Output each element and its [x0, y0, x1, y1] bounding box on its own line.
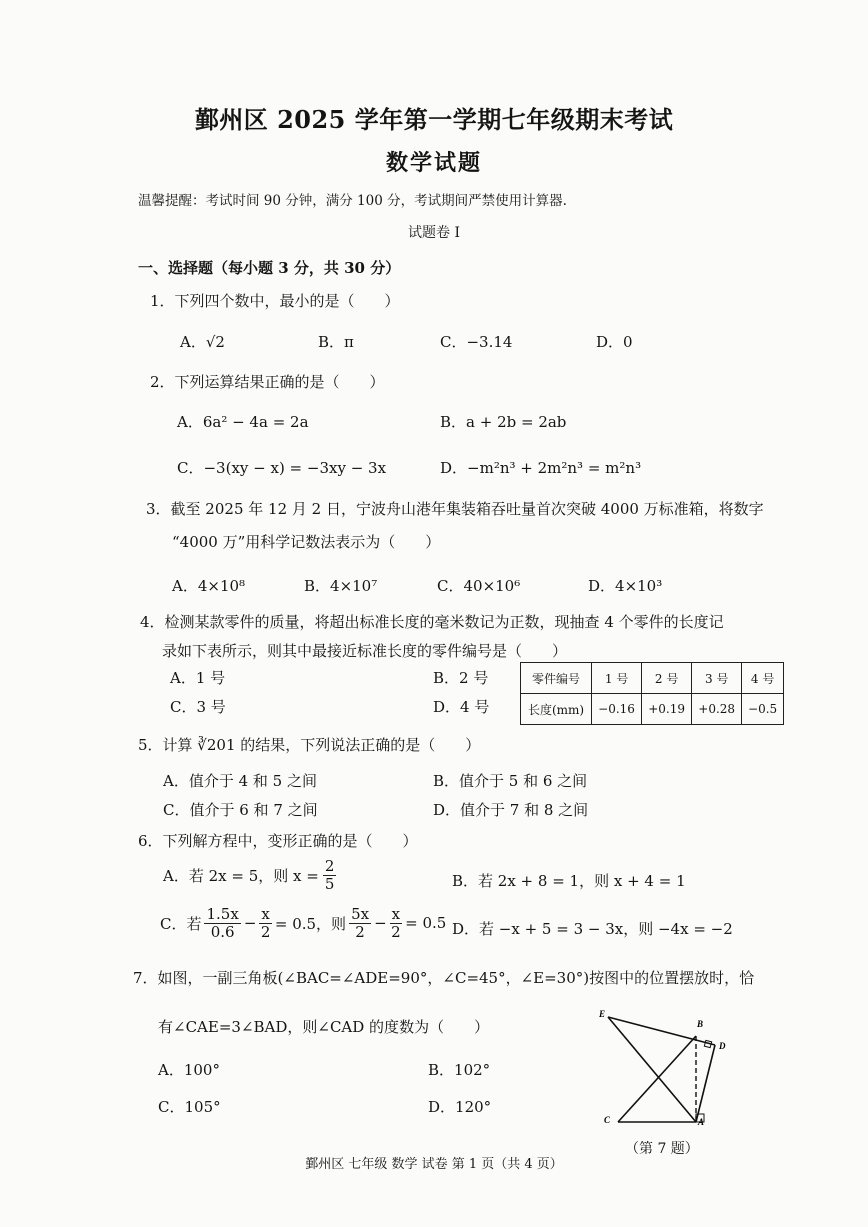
- q1-option-c: C．−3.14: [440, 333, 513, 351]
- label-B: B: [697, 1019, 704, 1029]
- fraction-denominator: 2: [391, 922, 401, 941]
- table-header-row: [521, 663, 784, 694]
- q5-option-a: A．值介于 4 和 5 之间: [163, 772, 317, 790]
- question-7-line1: 7．如图，一副三角板(∠BAC=∠ADE=90°，∠C=45°，∠E=30°)按图中的位置摆放时，恰: [133, 969, 755, 987]
- line-DA: [696, 1045, 715, 1122]
- table-header-cell: 1 号: [592, 663, 642, 694]
- length-table: [520, 662, 784, 725]
- table-header-cell: 2 号: [642, 663, 692, 694]
- q3-option-b: B．4×10⁷: [304, 577, 378, 595]
- q6-option-b: B．若 2x + 8 = 1，则 x + 4 = 1: [452, 872, 686, 890]
- fraction: [204, 906, 240, 940]
- exam-title: 鄞州区 2025 学年第一学期七年级期末考试: [194, 105, 674, 134]
- table-cell: +0.19: [642, 694, 692, 725]
- fraction: [323, 858, 337, 892]
- paper-label: 试题卷 Ⅰ: [408, 225, 460, 241]
- fraction-denominator: 0.6: [210, 922, 235, 941]
- label-E: E: [599, 1009, 606, 1019]
- exam-notice: 温馨提醒：考试时间 90 分钟，满分 100 分，考试期间严禁使用计算器.: [138, 193, 567, 209]
- question-1-stem: 1．下列四个数中，最小的是（ ）: [150, 292, 400, 310]
- label-A: A: [698, 1117, 705, 1127]
- q7-option-d: D．120°: [428, 1098, 492, 1116]
- q6-option-c-middle: = 0.5，则: [274, 914, 347, 933]
- q7-option-c: C．105°: [158, 1098, 221, 1116]
- question-4-line1: 4．检测某款零件的质量，将超出标准长度的毫米数记为正数，现抽查 4 个零件的长度记: [140, 613, 724, 631]
- q6-option-a: [163, 858, 336, 892]
- q1-option-d: D．0: [596, 333, 633, 351]
- question-7-line2: 有∠CAE=3∠BAD，则∠CAD 的度数为（ ）: [158, 1018, 490, 1036]
- table-cell: 长度(mm): [521, 694, 592, 725]
- line-EA: [608, 1017, 696, 1122]
- fraction-numerator: 2: [324, 857, 335, 875]
- fraction-denominator: 2: [355, 922, 365, 941]
- fraction-numerator: 1.5x: [206, 905, 239, 923]
- q2-option-c: C．−3(xy − x) = −3xy − 3x: [177, 459, 387, 477]
- label-D: D: [719, 1041, 726, 1051]
- q2-option-d: D．−m²n³ + 2m²n³ = m²n³: [440, 459, 642, 477]
- q1-option-a: A．√2: [180, 333, 225, 351]
- q7-option-b: B．102°: [428, 1061, 491, 1079]
- q4-option-c: C．3 号: [170, 698, 226, 716]
- fraction: [349, 906, 371, 940]
- q3-option-a: A．4×10⁸: [172, 577, 246, 595]
- q2-option-a: A．6a² − 4a = 2a: [177, 413, 309, 431]
- minus-sign: −: [374, 914, 387, 932]
- fraction-numerator: x: [261, 905, 270, 923]
- table-cell: −0.16: [592, 694, 642, 725]
- question-5-stem: 5．计算 ∛201 的结果，下列说法正确的是（ ）: [138, 736, 481, 754]
- question-4-line2: 录如下表所示，则其中最接近标准长度的零件编号是（ ）: [162, 642, 568, 660]
- q1-option-b: B．π: [318, 333, 354, 351]
- exam-subtitle: 数学试题: [385, 150, 482, 176]
- table-cell: +0.28: [692, 694, 742, 725]
- question-3-line2: “4000 万”用科学记数法表示为（ ）: [172, 533, 441, 551]
- q5-option-b: B．值介于 5 和 6 之间: [433, 772, 588, 790]
- table-cell: −0.5: [742, 694, 784, 725]
- fraction-denominator: 2: [260, 922, 271, 941]
- q2-option-b: B．a + 2b = 2ab: [440, 413, 567, 431]
- q6-option-a-text: A．若 2x = 5，则 x =: [163, 866, 319, 885]
- q4-option-d: D．4 号: [433, 698, 490, 716]
- minus-sign: −: [243, 914, 257, 932]
- q5-option-d: D．值介于 7 和 8 之间: [433, 801, 589, 819]
- q6-option-c-prefix: C．若: [160, 914, 202, 933]
- q6-option-c: [160, 906, 446, 940]
- fraction: [259, 906, 271, 940]
- q7-option-a: A．100°: [158, 1061, 220, 1079]
- q5-option-c: C．值介于 6 和 7 之间: [163, 801, 318, 819]
- table-row: [521, 694, 784, 725]
- question-3-line1: 3．截至 2025 年 12 月 2 日，宁波舟山港年集装箱吞吐量首次突破 4000 万标准箱，将数字: [146, 500, 764, 518]
- table-header-cell: 零件编号: [521, 663, 592, 694]
- q6-option-c-end: = 0.5: [405, 914, 447, 932]
- q4-option-a: A．1 号: [170, 669, 226, 687]
- fraction-numerator: x: [391, 905, 401, 923]
- q3-option-c: C．40×10⁶: [437, 577, 521, 595]
- q6-option-d: D．若 −x + 5 = 3 − 3x，则 −4x = −2: [452, 920, 733, 938]
- label-C: C: [604, 1115, 611, 1125]
- question-2-stem: 2．下列运算结果正确的是（ ）: [150, 373, 385, 391]
- section-heading: 一、选择题（每小题 3 分，共 30 分）: [138, 259, 401, 277]
- fraction-denominator: 5: [324, 874, 335, 893]
- fraction-numerator: 5x: [351, 905, 370, 923]
- q4-option-b: B．2 号: [433, 669, 489, 687]
- figure-caption: （第 7 题）: [625, 1141, 699, 1157]
- fraction: [390, 906, 402, 940]
- question-6-stem: 6．下列解方程中，变形正确的是（ ）: [138, 832, 418, 850]
- table-header-cell: 4 号: [742, 663, 784, 694]
- table-header-cell: 3 号: [692, 663, 742, 694]
- page-footer: 鄞州区 七年级 数学 试卷 第 1 页（共 4 页）: [305, 1157, 563, 1172]
- triangle-figure: [590, 1005, 740, 1130]
- q3-option-d: D．4×10³: [588, 577, 663, 595]
